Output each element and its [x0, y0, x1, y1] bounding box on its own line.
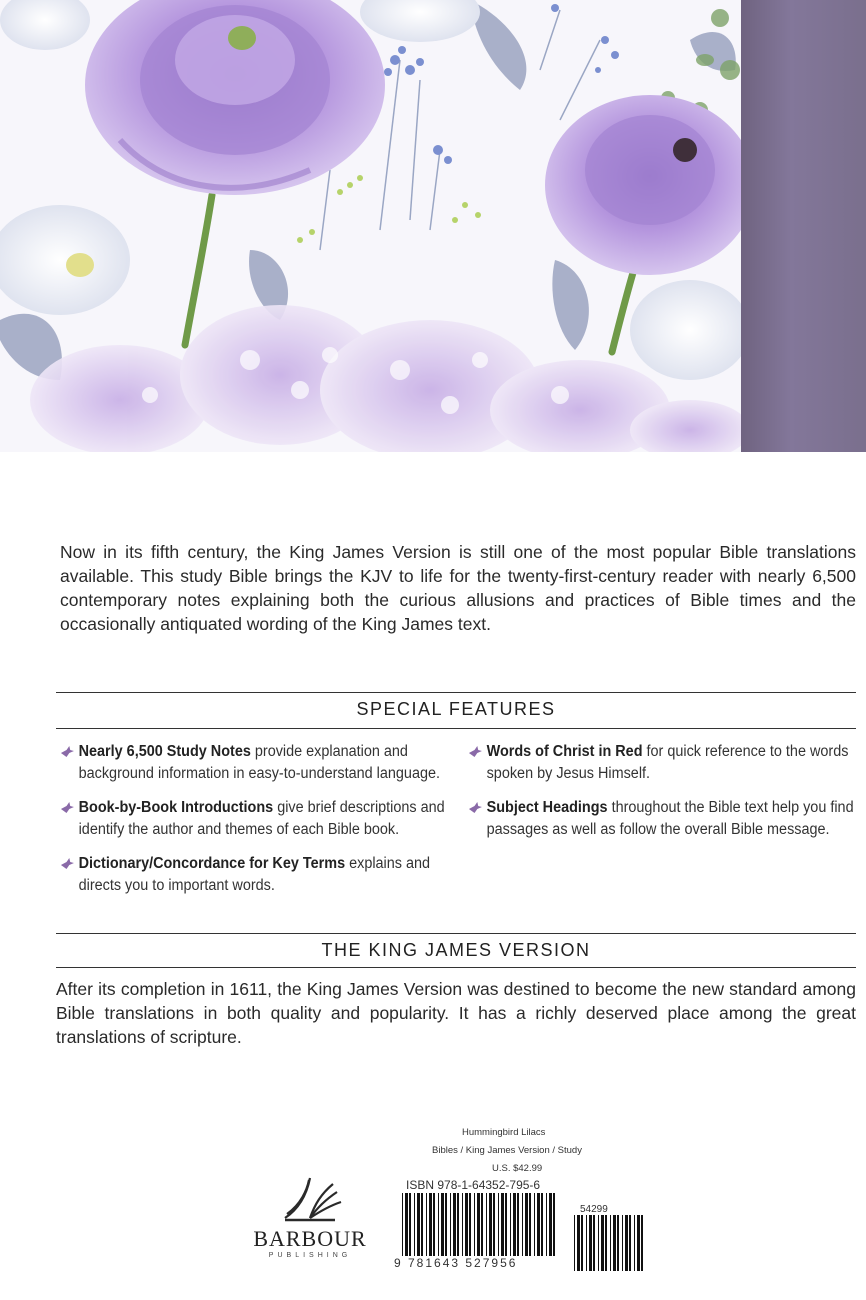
feature-title: Subject Headings: [486, 799, 608, 816]
feature-item-subject-headings: [468, 797, 859, 841]
hummingbird-bullet-icon: [60, 800, 75, 814]
price-addon-barcode: [572, 1215, 644, 1271]
feature-body: for quick reference to the words spoken by Jesus Himself.: [486, 743, 849, 782]
category-label: Bibles / King James Version / Study: [432, 1145, 582, 1156]
hummingbird-bullet-icon: [60, 856, 75, 870]
price-label: U.S. $42.99: [492, 1163, 543, 1174]
feature-title: Dictionary/Concordance for Key Terms: [78, 855, 346, 872]
section-divider: [56, 728, 856, 729]
hummingbird-bullet-icon: [60, 744, 75, 758]
spine-cloth-panel: [741, 0, 866, 452]
hummingbird-bullet-icon: [468, 800, 483, 814]
feature-title: Book-by-Book Introductions: [78, 799, 274, 816]
cover-floral-artwork: [0, 0, 866, 452]
kjv-paragraph: After its completion in 1611, the King James Version was destined to become the new standard among Bible translations in both quality and popularity. It has a richly deserved place among the great translations of scripture.: [56, 979, 856, 1047]
barcode-number: 9 781643 527956: [394, 1256, 564, 1270]
publisher-sub: PUBLISHING: [268, 1252, 352, 1259]
open-book-icon: [245, 1168, 375, 1228]
hummingbird-bullet-icon: [468, 744, 483, 758]
feature-item-words-of-christ: [468, 741, 866, 785]
special-features-heading: SPECIAL FEATURES: [356, 699, 556, 719]
isbn-label: ISBN 978-1-64352-795-6: [406, 1178, 541, 1192]
feature-title: Nearly 6,500 Study Notes: [78, 743, 251, 760]
feature-body: give brief descriptions and identify the author and themes of each Bible book.: [78, 799, 445, 838]
feature-title: Words of Christ in Red: [486, 743, 643, 760]
feature-body: throughout the Bible text help you find passages as well as follow the overall Bible message.: [486, 799, 854, 838]
feature-item-dictionary: [60, 853, 469, 897]
feature-item-study-notes: [60, 741, 469, 785]
addon-number: 54299: [580, 1204, 608, 1215]
kjv-heading: THE KING JAMES VERSION: [321, 940, 591, 960]
feature-body: explains and directs you to important words.: [78, 855, 431, 894]
section-divider: [56, 933, 856, 934]
section-divider: [56, 967, 856, 968]
floral-illustration: [0, 0, 866, 452]
publisher-name: BARBOUR: [253, 1226, 367, 1251]
feature-item-introductions: [60, 797, 469, 841]
section-divider: [56, 692, 856, 693]
intro-paragraph: Now in its fifth century, the King James Version is still one of the most popular Bible translations available. This study Bible brings the KJV to life for the twenty-first-century reader with nearly 6,500 contemporary notes explaining both the curious allusions and practices of Bible times and the occasionally antiquated wording of the King James text.: [60, 542, 856, 634]
feature-body: provide explanation and background information in easy-to-understand language.: [78, 743, 441, 782]
publisher-logo: [245, 1168, 375, 1268]
cover-name: Hummingbird Lilacs: [462, 1127, 546, 1138]
